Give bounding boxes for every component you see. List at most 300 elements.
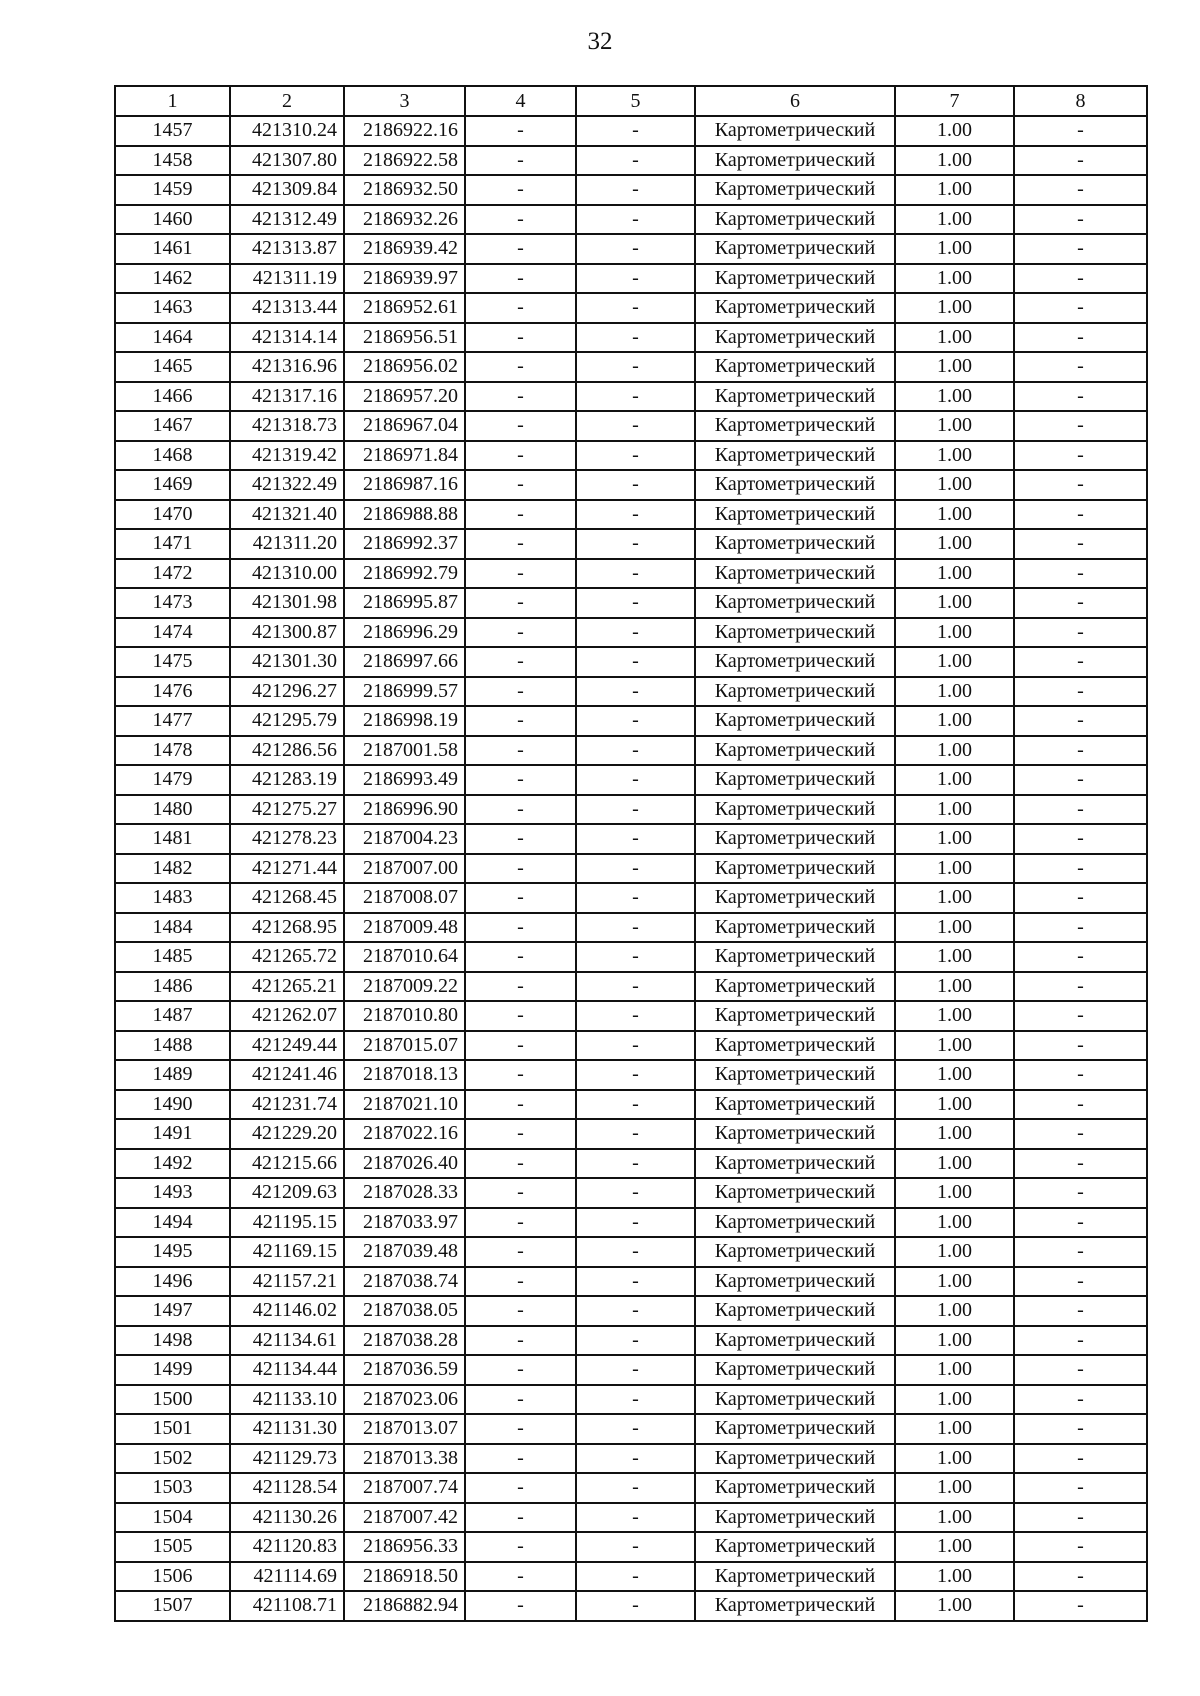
x-coordinate-cell: 421301.98 [230, 588, 344, 618]
accuracy-cell: 1.00 [895, 264, 1014, 294]
point-number-cell: 1472 [115, 559, 230, 589]
y-coordinate-cell: 2187007.00 [344, 854, 465, 884]
method-cell: Картометрический [695, 913, 895, 943]
col4-cell: - [465, 618, 576, 648]
y-coordinate-cell: 2186939.42 [344, 234, 465, 264]
y-coordinate-cell: 2186939.97 [344, 264, 465, 294]
col8-cell: - [1014, 411, 1147, 441]
col5-cell: - [576, 500, 695, 530]
point-number-cell: 1483 [115, 883, 230, 913]
col4-cell: - [465, 1149, 576, 1179]
x-coordinate-cell: 421286.56 [230, 736, 344, 766]
method-cell: Картометрический [695, 1326, 895, 1356]
column-header: 5 [576, 86, 695, 116]
col8-cell: - [1014, 382, 1147, 412]
point-number-cell: 1499 [115, 1355, 230, 1385]
col4-cell: - [465, 1237, 576, 1267]
table-row [115, 1355, 1147, 1385]
point-number-cell: 1487 [115, 1001, 230, 1031]
col8-cell: - [1014, 588, 1147, 618]
y-coordinate-cell: 2186988.88 [344, 500, 465, 530]
table-row [115, 1532, 1147, 1562]
col4-cell: - [465, 1414, 576, 1444]
y-coordinate-cell: 2187013.07 [344, 1414, 465, 1444]
point-number-cell: 1494 [115, 1208, 230, 1238]
accuracy-cell: 1.00 [895, 1031, 1014, 1061]
point-number-cell: 1489 [115, 1060, 230, 1090]
accuracy-cell: 1.00 [895, 1385, 1014, 1415]
table-row [115, 1473, 1147, 1503]
method-cell: Картометрический [695, 529, 895, 559]
col4-cell: - [465, 175, 576, 205]
x-coordinate-cell: 421316.96 [230, 352, 344, 382]
accuracy-cell: 1.00 [895, 1237, 1014, 1267]
col5-cell: - [576, 1503, 695, 1533]
accuracy-cell: 1.00 [895, 116, 1014, 146]
col5-cell: - [576, 1591, 695, 1621]
point-number-cell: 1506 [115, 1562, 230, 1592]
x-coordinate-cell: 421249.44 [230, 1031, 344, 1061]
x-coordinate-cell: 421317.16 [230, 382, 344, 412]
col5-cell: - [576, 883, 695, 913]
accuracy-cell: 1.00 [895, 470, 1014, 500]
x-coordinate-cell: 421195.15 [230, 1208, 344, 1238]
col4-cell: - [465, 677, 576, 707]
col8-cell: - [1014, 824, 1147, 854]
x-coordinate-cell: 421313.87 [230, 234, 344, 264]
col8-cell: - [1014, 1444, 1147, 1474]
method-cell: Картометрический [695, 1060, 895, 1090]
accuracy-cell: 1.00 [895, 736, 1014, 766]
method-cell: Картометрический [695, 1562, 895, 1592]
col8-cell: - [1014, 293, 1147, 323]
method-cell: Картометрический [695, 795, 895, 825]
col8-cell: - [1014, 1591, 1147, 1621]
col4-cell: - [465, 1591, 576, 1621]
accuracy-cell: 1.00 [895, 293, 1014, 323]
x-coordinate-cell: 421114.69 [230, 1562, 344, 1592]
col5-cell: - [576, 411, 695, 441]
col4-cell: - [465, 883, 576, 913]
y-coordinate-cell: 2186996.29 [344, 618, 465, 648]
y-coordinate-cell: 2187007.74 [344, 1473, 465, 1503]
method-cell: Картометрический [695, 323, 895, 353]
col5-cell: - [576, 1060, 695, 1090]
method-cell: Картометрический [695, 264, 895, 294]
x-coordinate-cell: 421265.72 [230, 942, 344, 972]
col5-cell: - [576, 942, 695, 972]
y-coordinate-cell: 2187033.97 [344, 1208, 465, 1238]
col8-cell: - [1014, 175, 1147, 205]
col5-cell: - [576, 1385, 695, 1415]
col8-cell: - [1014, 1001, 1147, 1031]
point-number-cell: 1492 [115, 1149, 230, 1179]
point-number-cell: 1507 [115, 1591, 230, 1621]
point-number-cell: 1495 [115, 1237, 230, 1267]
accuracy-cell: 1.00 [895, 175, 1014, 205]
method-cell: Картометрический [695, 1208, 895, 1238]
column-header: 2 [230, 86, 344, 116]
col5-cell: - [576, 1355, 695, 1385]
table-row [115, 1149, 1147, 1179]
method-cell: Картометрический [695, 1414, 895, 1444]
y-coordinate-cell: 2187001.58 [344, 736, 465, 766]
y-coordinate-cell: 2187038.28 [344, 1326, 465, 1356]
x-coordinate-cell: 421134.61 [230, 1326, 344, 1356]
x-coordinate-cell: 421310.24 [230, 116, 344, 146]
accuracy-cell: 1.00 [895, 234, 1014, 264]
col5-cell: - [576, 116, 695, 146]
method-cell: Картометрический [695, 1503, 895, 1533]
col5-cell: - [576, 352, 695, 382]
col5-cell: - [576, 913, 695, 943]
y-coordinate-cell: 2186956.33 [344, 1532, 465, 1562]
col4-cell: - [465, 441, 576, 471]
table-body [115, 116, 1147, 1621]
x-coordinate-cell: 421120.83 [230, 1532, 344, 1562]
y-coordinate-cell: 2186882.94 [344, 1591, 465, 1621]
y-coordinate-cell: 2186992.37 [344, 529, 465, 559]
y-coordinate-cell: 2187021.10 [344, 1090, 465, 1120]
method-cell: Картометрический [695, 411, 895, 441]
table-row [115, 1385, 1147, 1415]
y-coordinate-cell: 2186956.51 [344, 323, 465, 353]
point-number-cell: 1496 [115, 1267, 230, 1297]
y-coordinate-cell: 2186999.57 [344, 677, 465, 707]
col5-cell: - [576, 618, 695, 648]
col8-cell: - [1014, 1562, 1147, 1592]
x-coordinate-cell: 421265.21 [230, 972, 344, 1002]
col4-cell: - [465, 1444, 576, 1474]
table-row [115, 323, 1147, 353]
accuracy-cell: 1.00 [895, 765, 1014, 795]
col8-cell: - [1014, 1296, 1147, 1326]
method-cell: Картометрический [695, 293, 895, 323]
method-cell: Картометрический [695, 942, 895, 972]
col5-cell: - [576, 146, 695, 176]
point-number-cell: 1486 [115, 972, 230, 1002]
col5-cell: - [576, 1562, 695, 1592]
point-number-cell: 1461 [115, 234, 230, 264]
accuracy-cell: 1.00 [895, 411, 1014, 441]
y-coordinate-cell: 2187010.80 [344, 1001, 465, 1031]
point-number-cell: 1505 [115, 1532, 230, 1562]
col5-cell: - [576, 1178, 695, 1208]
y-coordinate-cell: 2187018.13 [344, 1060, 465, 1090]
table-row [115, 1001, 1147, 1031]
col8-cell: - [1014, 559, 1147, 589]
y-coordinate-cell: 2186995.87 [344, 588, 465, 618]
point-number-cell: 1460 [115, 205, 230, 235]
table-row [115, 441, 1147, 471]
col4-cell: - [465, 411, 576, 441]
col4-cell: - [465, 1473, 576, 1503]
method-cell: Картометрический [695, 1473, 895, 1503]
accuracy-cell: 1.00 [895, 942, 1014, 972]
method-cell: Картометрический [695, 1178, 895, 1208]
point-number-cell: 1504 [115, 1503, 230, 1533]
col8-cell: - [1014, 146, 1147, 176]
method-cell: Картометрический [695, 883, 895, 913]
method-cell: Картометрический [695, 116, 895, 146]
table-row [115, 588, 1147, 618]
column-header: 3 [344, 86, 465, 116]
col5-cell: - [576, 1119, 695, 1149]
point-number-cell: 1478 [115, 736, 230, 766]
table-row [115, 883, 1147, 913]
y-coordinate-cell: 2186996.90 [344, 795, 465, 825]
y-coordinate-cell: 2187009.48 [344, 913, 465, 943]
accuracy-cell: 1.00 [895, 1208, 1014, 1238]
accuracy-cell: 1.00 [895, 559, 1014, 589]
accuracy-cell: 1.00 [895, 529, 1014, 559]
col5-cell: - [576, 1208, 695, 1238]
col5-cell: - [576, 234, 695, 264]
col4-cell: - [465, 765, 576, 795]
method-cell: Картометрический [695, 1031, 895, 1061]
y-coordinate-cell: 2186992.79 [344, 559, 465, 589]
y-coordinate-cell: 2186932.26 [344, 205, 465, 235]
col4-cell: - [465, 1208, 576, 1238]
table-row [115, 293, 1147, 323]
y-coordinate-cell: 2186922.16 [344, 116, 465, 146]
col8-cell: - [1014, 1414, 1147, 1444]
table-row [115, 116, 1147, 146]
column-header: 4 [465, 86, 576, 116]
col5-cell: - [576, 323, 695, 353]
column-header: 8 [1014, 86, 1147, 116]
col8-cell: - [1014, 1208, 1147, 1238]
col4-cell: - [465, 559, 576, 589]
x-coordinate-cell: 421130.26 [230, 1503, 344, 1533]
x-coordinate-cell: 421275.27 [230, 795, 344, 825]
table-row [115, 1031, 1147, 1061]
col8-cell: - [1014, 677, 1147, 707]
accuracy-cell: 1.00 [895, 1591, 1014, 1621]
point-number-cell: 1498 [115, 1326, 230, 1356]
x-coordinate-cell: 421262.07 [230, 1001, 344, 1031]
accuracy-cell: 1.00 [895, 913, 1014, 943]
method-cell: Картометрический [695, 618, 895, 648]
accuracy-cell: 1.00 [895, 588, 1014, 618]
x-coordinate-cell: 421157.21 [230, 1267, 344, 1297]
col8-cell: - [1014, 529, 1147, 559]
x-coordinate-cell: 421319.42 [230, 441, 344, 471]
table-row [115, 470, 1147, 500]
col4-cell: - [465, 1267, 576, 1297]
point-number-cell: 1467 [115, 411, 230, 441]
x-coordinate-cell: 421169.15 [230, 1237, 344, 1267]
x-coordinate-cell: 421301.30 [230, 647, 344, 677]
y-coordinate-cell: 2187015.07 [344, 1031, 465, 1061]
col8-cell: - [1014, 234, 1147, 264]
accuracy-cell: 1.00 [895, 824, 1014, 854]
point-number-cell: 1480 [115, 795, 230, 825]
table-row [115, 500, 1147, 530]
table-row [115, 736, 1147, 766]
x-coordinate-cell: 421229.20 [230, 1119, 344, 1149]
x-coordinate-cell: 421295.79 [230, 706, 344, 736]
accuracy-cell: 1.00 [895, 677, 1014, 707]
accuracy-cell: 1.00 [895, 1444, 1014, 1474]
col4-cell: - [465, 1060, 576, 1090]
col5-cell: - [576, 1001, 695, 1031]
table-row [115, 1591, 1147, 1621]
method-cell: Картометрический [695, 588, 895, 618]
column-header: 7 [895, 86, 1014, 116]
col5-cell: - [576, 1326, 695, 1356]
y-coordinate-cell: 2187022.16 [344, 1119, 465, 1149]
col4-cell: - [465, 795, 576, 825]
accuracy-cell: 1.00 [895, 146, 1014, 176]
x-coordinate-cell: 421215.66 [230, 1149, 344, 1179]
col4-cell: - [465, 942, 576, 972]
method-cell: Картометрический [695, 765, 895, 795]
point-number-cell: 1474 [115, 618, 230, 648]
col4-cell: - [465, 264, 576, 294]
table-row [115, 1178, 1147, 1208]
point-number-cell: 1477 [115, 706, 230, 736]
x-coordinate-cell: 421322.49 [230, 470, 344, 500]
col8-cell: - [1014, 1090, 1147, 1120]
col4-cell: - [465, 1532, 576, 1562]
col8-cell: - [1014, 736, 1147, 766]
col5-cell: - [576, 1031, 695, 1061]
table-row [115, 1208, 1147, 1238]
table-row [115, 618, 1147, 648]
col8-cell: - [1014, 1267, 1147, 1297]
accuracy-cell: 1.00 [895, 1296, 1014, 1326]
col8-cell: - [1014, 500, 1147, 530]
point-number-cell: 1485 [115, 942, 230, 972]
col4-cell: - [465, 500, 576, 530]
col4-cell: - [465, 1385, 576, 1415]
point-number-cell: 1471 [115, 529, 230, 559]
x-coordinate-cell: 421271.44 [230, 854, 344, 884]
method-cell: Картометрический [695, 1296, 895, 1326]
col5-cell: - [576, 647, 695, 677]
col5-cell: - [576, 1237, 695, 1267]
col8-cell: - [1014, 854, 1147, 884]
point-number-cell: 1468 [115, 441, 230, 471]
col8-cell: - [1014, 264, 1147, 294]
accuracy-cell: 1.00 [895, 500, 1014, 530]
x-coordinate-cell: 421321.40 [230, 500, 344, 530]
x-coordinate-cell: 421241.46 [230, 1060, 344, 1090]
table-row [115, 1562, 1147, 1592]
point-number-cell: 1459 [115, 175, 230, 205]
x-coordinate-cell: 421313.44 [230, 293, 344, 323]
table-row [115, 1414, 1147, 1444]
col5-cell: - [576, 205, 695, 235]
table-row [115, 647, 1147, 677]
table-row [115, 765, 1147, 795]
x-coordinate-cell: 421133.10 [230, 1385, 344, 1415]
col8-cell: - [1014, 942, 1147, 972]
y-coordinate-cell: 2187028.33 [344, 1178, 465, 1208]
x-coordinate-cell: 421129.73 [230, 1444, 344, 1474]
method-cell: Картометрический [695, 1267, 895, 1297]
y-coordinate-cell: 2187036.59 [344, 1355, 465, 1385]
point-number-cell: 1502 [115, 1444, 230, 1474]
accuracy-cell: 1.00 [895, 1532, 1014, 1562]
col4-cell: - [465, 146, 576, 176]
col5-cell: - [576, 559, 695, 589]
y-coordinate-cell: 2187023.06 [344, 1385, 465, 1415]
method-cell: Картометрический [695, 234, 895, 264]
accuracy-cell: 1.00 [895, 1503, 1014, 1533]
x-coordinate-cell: 421309.84 [230, 175, 344, 205]
table-row [115, 942, 1147, 972]
accuracy-cell: 1.00 [895, 1562, 1014, 1592]
method-cell: Картометрический [695, 647, 895, 677]
point-number-cell: 1501 [115, 1414, 230, 1444]
col5-cell: - [576, 441, 695, 471]
x-coordinate-cell: 421296.27 [230, 677, 344, 707]
col8-cell: - [1014, 1532, 1147, 1562]
method-cell: Картометрический [695, 736, 895, 766]
y-coordinate-cell: 2187007.42 [344, 1503, 465, 1533]
col4-cell: - [465, 736, 576, 766]
col4-cell: - [465, 1031, 576, 1061]
table-row [115, 913, 1147, 943]
point-number-cell: 1457 [115, 116, 230, 146]
x-coordinate-cell: 421231.74 [230, 1090, 344, 1120]
y-coordinate-cell: 2186998.19 [344, 706, 465, 736]
col8-cell: - [1014, 706, 1147, 736]
col5-cell: - [576, 1532, 695, 1562]
y-coordinate-cell: 2187004.23 [344, 824, 465, 854]
x-coordinate-cell: 421134.44 [230, 1355, 344, 1385]
table-row [115, 677, 1147, 707]
accuracy-cell: 1.00 [895, 618, 1014, 648]
point-number-cell: 1484 [115, 913, 230, 943]
col4-cell: - [465, 1119, 576, 1149]
col4-cell: - [465, 234, 576, 264]
y-coordinate-cell: 2186952.61 [344, 293, 465, 323]
col4-cell: - [465, 205, 576, 235]
col5-cell: - [576, 529, 695, 559]
accuracy-cell: 1.00 [895, 441, 1014, 471]
col4-cell: - [465, 1326, 576, 1356]
col4-cell: - [465, 1355, 576, 1385]
x-coordinate-cell: 421318.73 [230, 411, 344, 441]
y-coordinate-cell: 2187039.48 [344, 1237, 465, 1267]
col4-cell: - [465, 470, 576, 500]
y-coordinate-cell: 2186987.16 [344, 470, 465, 500]
column-header: 6 [695, 86, 895, 116]
table-row [115, 1503, 1147, 1533]
point-number-cell: 1482 [115, 854, 230, 884]
method-cell: Картометрический [695, 441, 895, 471]
col8-cell: - [1014, 352, 1147, 382]
y-coordinate-cell: 2186997.66 [344, 647, 465, 677]
y-coordinate-cell: 2186993.49 [344, 765, 465, 795]
y-coordinate-cell: 2186918.50 [344, 1562, 465, 1592]
col8-cell: - [1014, 1355, 1147, 1385]
col5-cell: - [576, 382, 695, 412]
accuracy-cell: 1.00 [895, 854, 1014, 884]
col8-cell: - [1014, 1178, 1147, 1208]
col8-cell: - [1014, 972, 1147, 1002]
accuracy-cell: 1.00 [895, 1119, 1014, 1149]
accuracy-cell: 1.00 [895, 795, 1014, 825]
col4-cell: - [465, 1001, 576, 1031]
y-coordinate-cell: 2187009.22 [344, 972, 465, 1002]
col8-cell: - [1014, 470, 1147, 500]
col4-cell: - [465, 1503, 576, 1533]
point-number-cell: 1463 [115, 293, 230, 323]
